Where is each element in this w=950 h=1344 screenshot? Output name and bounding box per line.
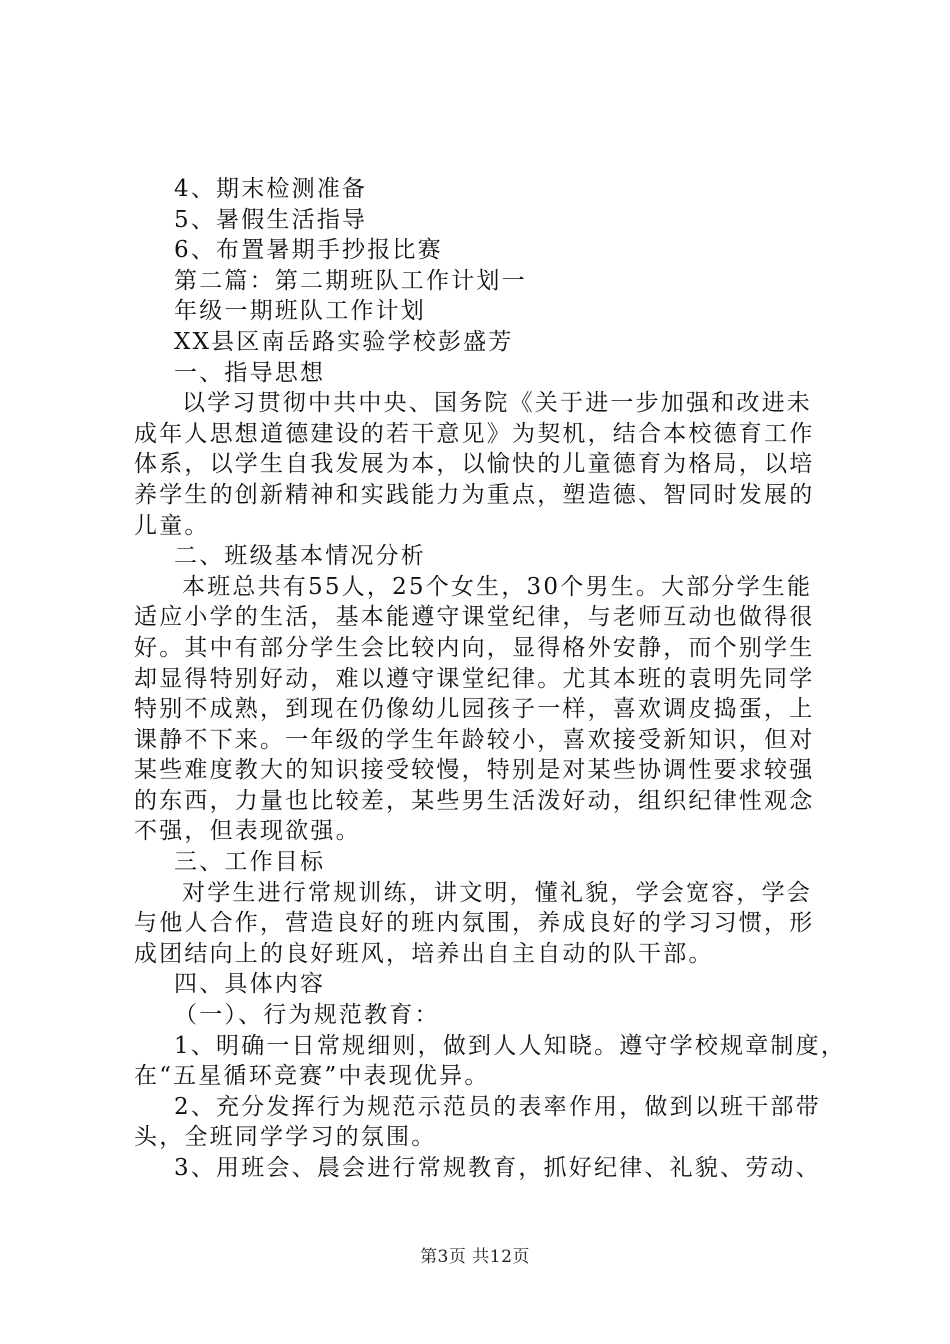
text-line: XX县区南岳路实验学校彭盛芳 bbox=[174, 328, 514, 355]
text-line: 课静不下来。一年级的学生年龄较小，喜欢接受新知识，但对 bbox=[134, 726, 815, 753]
page-number: 第3页 共12页 bbox=[420, 1247, 530, 1267]
text-line: 四、具体内容 bbox=[174, 971, 326, 998]
text-line: 3、用班会、晨会进行常规教育，抓好纪律、礼貌、劳动、 bbox=[174, 1155, 821, 1181]
text-line: 在“五星循环竞赛”中表现优异。 bbox=[134, 1063, 490, 1090]
text-line: 第二篇：第二期班队工作计划一 bbox=[174, 267, 527, 294]
text-line: 好。其中有部分学生会比较内向，显得格外安静，而个别学生 bbox=[134, 634, 815, 661]
text-line: 不强，但表现欲强。 bbox=[134, 818, 361, 845]
text-line: 儿童。 bbox=[134, 512, 210, 539]
document-body bbox=[134, 174, 847, 1184]
text-line: 成团结向上的良好班风，培养出自主自动的队干部。 bbox=[134, 940, 714, 967]
text-line: 的东西，力量也比较差，某些男生活泼好动，组织纪律性观念 bbox=[134, 787, 815, 814]
text-line: 特别不成熟，到现在仍像幼儿园孩子一样，喜欢调皮捣蛋，上 bbox=[134, 696, 815, 723]
text-line: 4、期末检测准备 bbox=[174, 176, 368, 202]
text-line: 与他人合作，营造良好的班内氛围，养成良好的学习习惯，形 bbox=[134, 910, 815, 937]
text-line: 适应小学的生活，基本能遵守课堂纪律，与老师互动也做得很 bbox=[134, 604, 815, 631]
text-line: 体系，以学生自我发展为本，以愉快的儿童德育为格局，以培 bbox=[134, 451, 815, 478]
text-line: 养学生的创新精神和实践能力为重点，塑造德、智同时发展的 bbox=[134, 481, 815, 508]
text-line: 1、明确一日常规细则，做到人人知晓。遵守学校规章制度， bbox=[174, 1032, 847, 1059]
text-line: 成年人思想道德建设的若干意见》为契机，结合本校德育工作 bbox=[134, 420, 815, 447]
text-line: 本班总共有55人，25个女生，30个男生。大部分学生能 bbox=[182, 573, 813, 600]
text-line: 三、工作目标 bbox=[174, 849, 326, 876]
text-line: 二、班级基本情况分析 bbox=[174, 543, 426, 570]
text-line: 却显得特别好动，难以遵守课堂纪律。尤其本班的袁明先同学 bbox=[134, 665, 815, 692]
text-line: （一）、行为规范教育： bbox=[174, 1002, 440, 1029]
text-line: 5、暑假生活指导 bbox=[174, 206, 368, 233]
text-line: 对学生进行常规训练，讲文明，懂礼貌，学会宽容，学会 bbox=[182, 879, 812, 906]
text-line: 6、布置暑期手抄报比赛 bbox=[174, 237, 443, 264]
text-line: 一、指导思想 bbox=[174, 359, 326, 386]
text-line: 2、充分发挥行为规范示范员的表率作用，做到以班干部带 bbox=[174, 1093, 821, 1120]
text-line: 头，全班同学学习的氛围。 bbox=[134, 1124, 437, 1151]
text-line: 以学习贯彻中共中央、国务院《关于进一步加强和改进未 bbox=[182, 390, 812, 417]
text-line: 某些难度教大的知识接受较慢，特别是对某些协调性要求较强 bbox=[134, 757, 815, 784]
text-line: 年级一期班队工作计划 bbox=[174, 298, 426, 325]
